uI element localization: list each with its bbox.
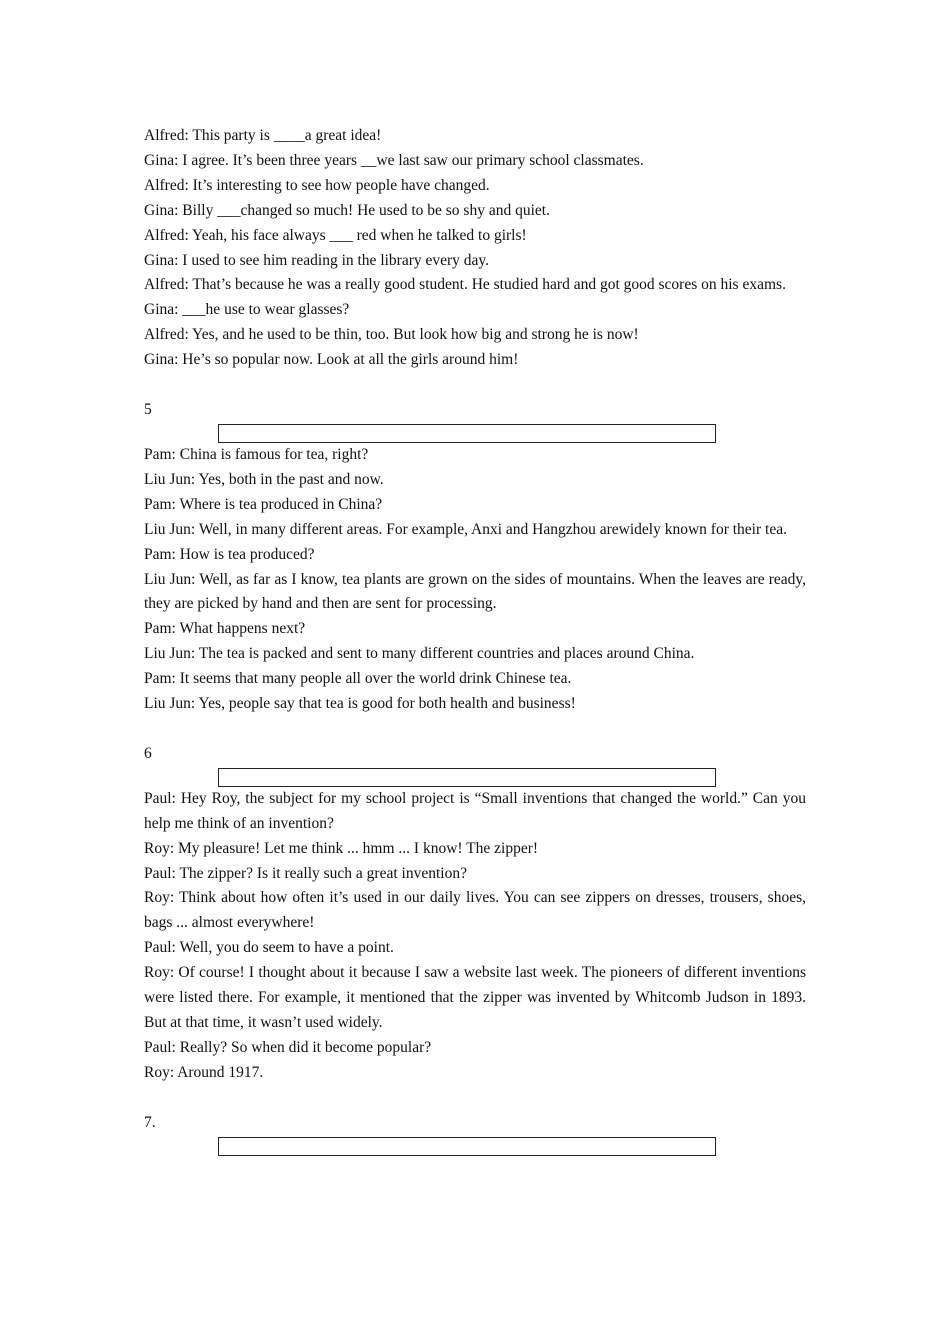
dialogue-section-6 xyxy=(144,742,806,1086)
spacer xyxy=(144,373,806,398)
dialogue-line: Pam: What happens next? xyxy=(144,620,306,638)
dialogue-line: Gina: ___he use to wear glasses? xyxy=(144,301,350,319)
dialogue-line: Alfred: This party is ____a great idea! xyxy=(144,127,382,144)
dialogue-line: Roy: Around 1917. xyxy=(144,1063,264,1081)
dialogue-line: Paul: Hey Roy, the subject for my school project is “Small inventions that changed the world.” Can you help me think of an invention? xyxy=(144,789,806,832)
question-number: 6 xyxy=(144,744,152,762)
dialogue-line: Pam: How is tea produced? xyxy=(144,545,315,563)
dialogue-line: Paul: Really? So when did it become popular? xyxy=(144,1038,432,1056)
spacer xyxy=(144,1086,806,1111)
dialogue-line: Roy: Of course! I thought about it because I saw a website last week. The pioneers of different inventions were listed there. For example, it mentioned that the zipper was invented by Whitcomb Judson in 1893. But at that time, it wasn’t used widely. xyxy=(144,964,806,1031)
dialogue-line: Paul: The zipper? Is it really such a great invention? xyxy=(144,864,467,882)
dialogue-line: Pam: China is famous for tea, right? xyxy=(144,445,369,463)
dialogue-line: Roy: My pleasure! Let me think ... hmm ... I know! The zipper! xyxy=(144,839,539,857)
dialogue-line: Pam: It seems that many people all over the world drink Chinese tea. xyxy=(144,670,572,688)
dialogue-line: Alfred: That’s because he was a really good student. He studied hard and got good scores on his exams. xyxy=(144,276,786,294)
dialogue-line: Gina: I agree. It’s been three years __we last saw our primary school classmates. xyxy=(144,151,644,169)
answer-box[interactable] xyxy=(218,1137,716,1156)
document-page xyxy=(144,124,806,1156)
dialogue-line: Liu Jun: Well, in many different areas. For example, Anxi and Hangzhou arewidely known for their tea. xyxy=(144,520,787,538)
answer-box[interactable] xyxy=(218,424,716,443)
question-number: 5 xyxy=(144,401,152,419)
spacer xyxy=(144,717,806,742)
dialogue-line: Gina: I used to see him reading in the library every day. xyxy=(144,251,490,269)
dialogue-line: Alfred: It’s interesting to see how people have changed. xyxy=(144,176,490,194)
dialogue-section-7 xyxy=(144,1111,806,1156)
dialogue-line: Gina: Billy ___changed so much! He used to be so shy and quiet. xyxy=(144,201,550,219)
dialogue-line: Liu Jun: Yes, both in the past and now. xyxy=(144,470,384,488)
dialogue-line: Liu Jun: Yes, people say that tea is good for both health and business! xyxy=(144,695,576,713)
dialogue-line: Roy: Think about how often it’s used in our daily lives. You can see zippers on dresses, trousers, shoes, bags ... almost everywhere! xyxy=(144,889,806,932)
dialogue-line: Liu Jun: Well, as far as I know, tea plants are grown on the sides of mountains. When the leaves are ready, they are picked by hand and then are sent for processing. xyxy=(144,570,806,613)
dialogue-line: Paul: Well, you do seem to have a point. xyxy=(144,939,394,957)
question-number: 7. xyxy=(144,1113,156,1131)
dialogue-line: Gina: He’s so popular now. Look at all the girls around him! xyxy=(144,351,519,369)
dialogue-line: Pam: Where is tea produced in China? xyxy=(144,495,383,513)
dialogue-line: Alfred: Yeah, his face always ___ red when he talked to girls! xyxy=(144,226,527,244)
dialogue-line: Liu Jun: The tea is packed and sent to many different countries and places around China. xyxy=(144,645,695,663)
dialogue-section-5 xyxy=(144,398,806,717)
dialogue-section-4 xyxy=(144,124,806,373)
dialogue-line: Alfred: Yes, and he used to be thin, too. But look how big and strong he is now! xyxy=(144,326,639,344)
answer-box[interactable] xyxy=(218,768,716,787)
